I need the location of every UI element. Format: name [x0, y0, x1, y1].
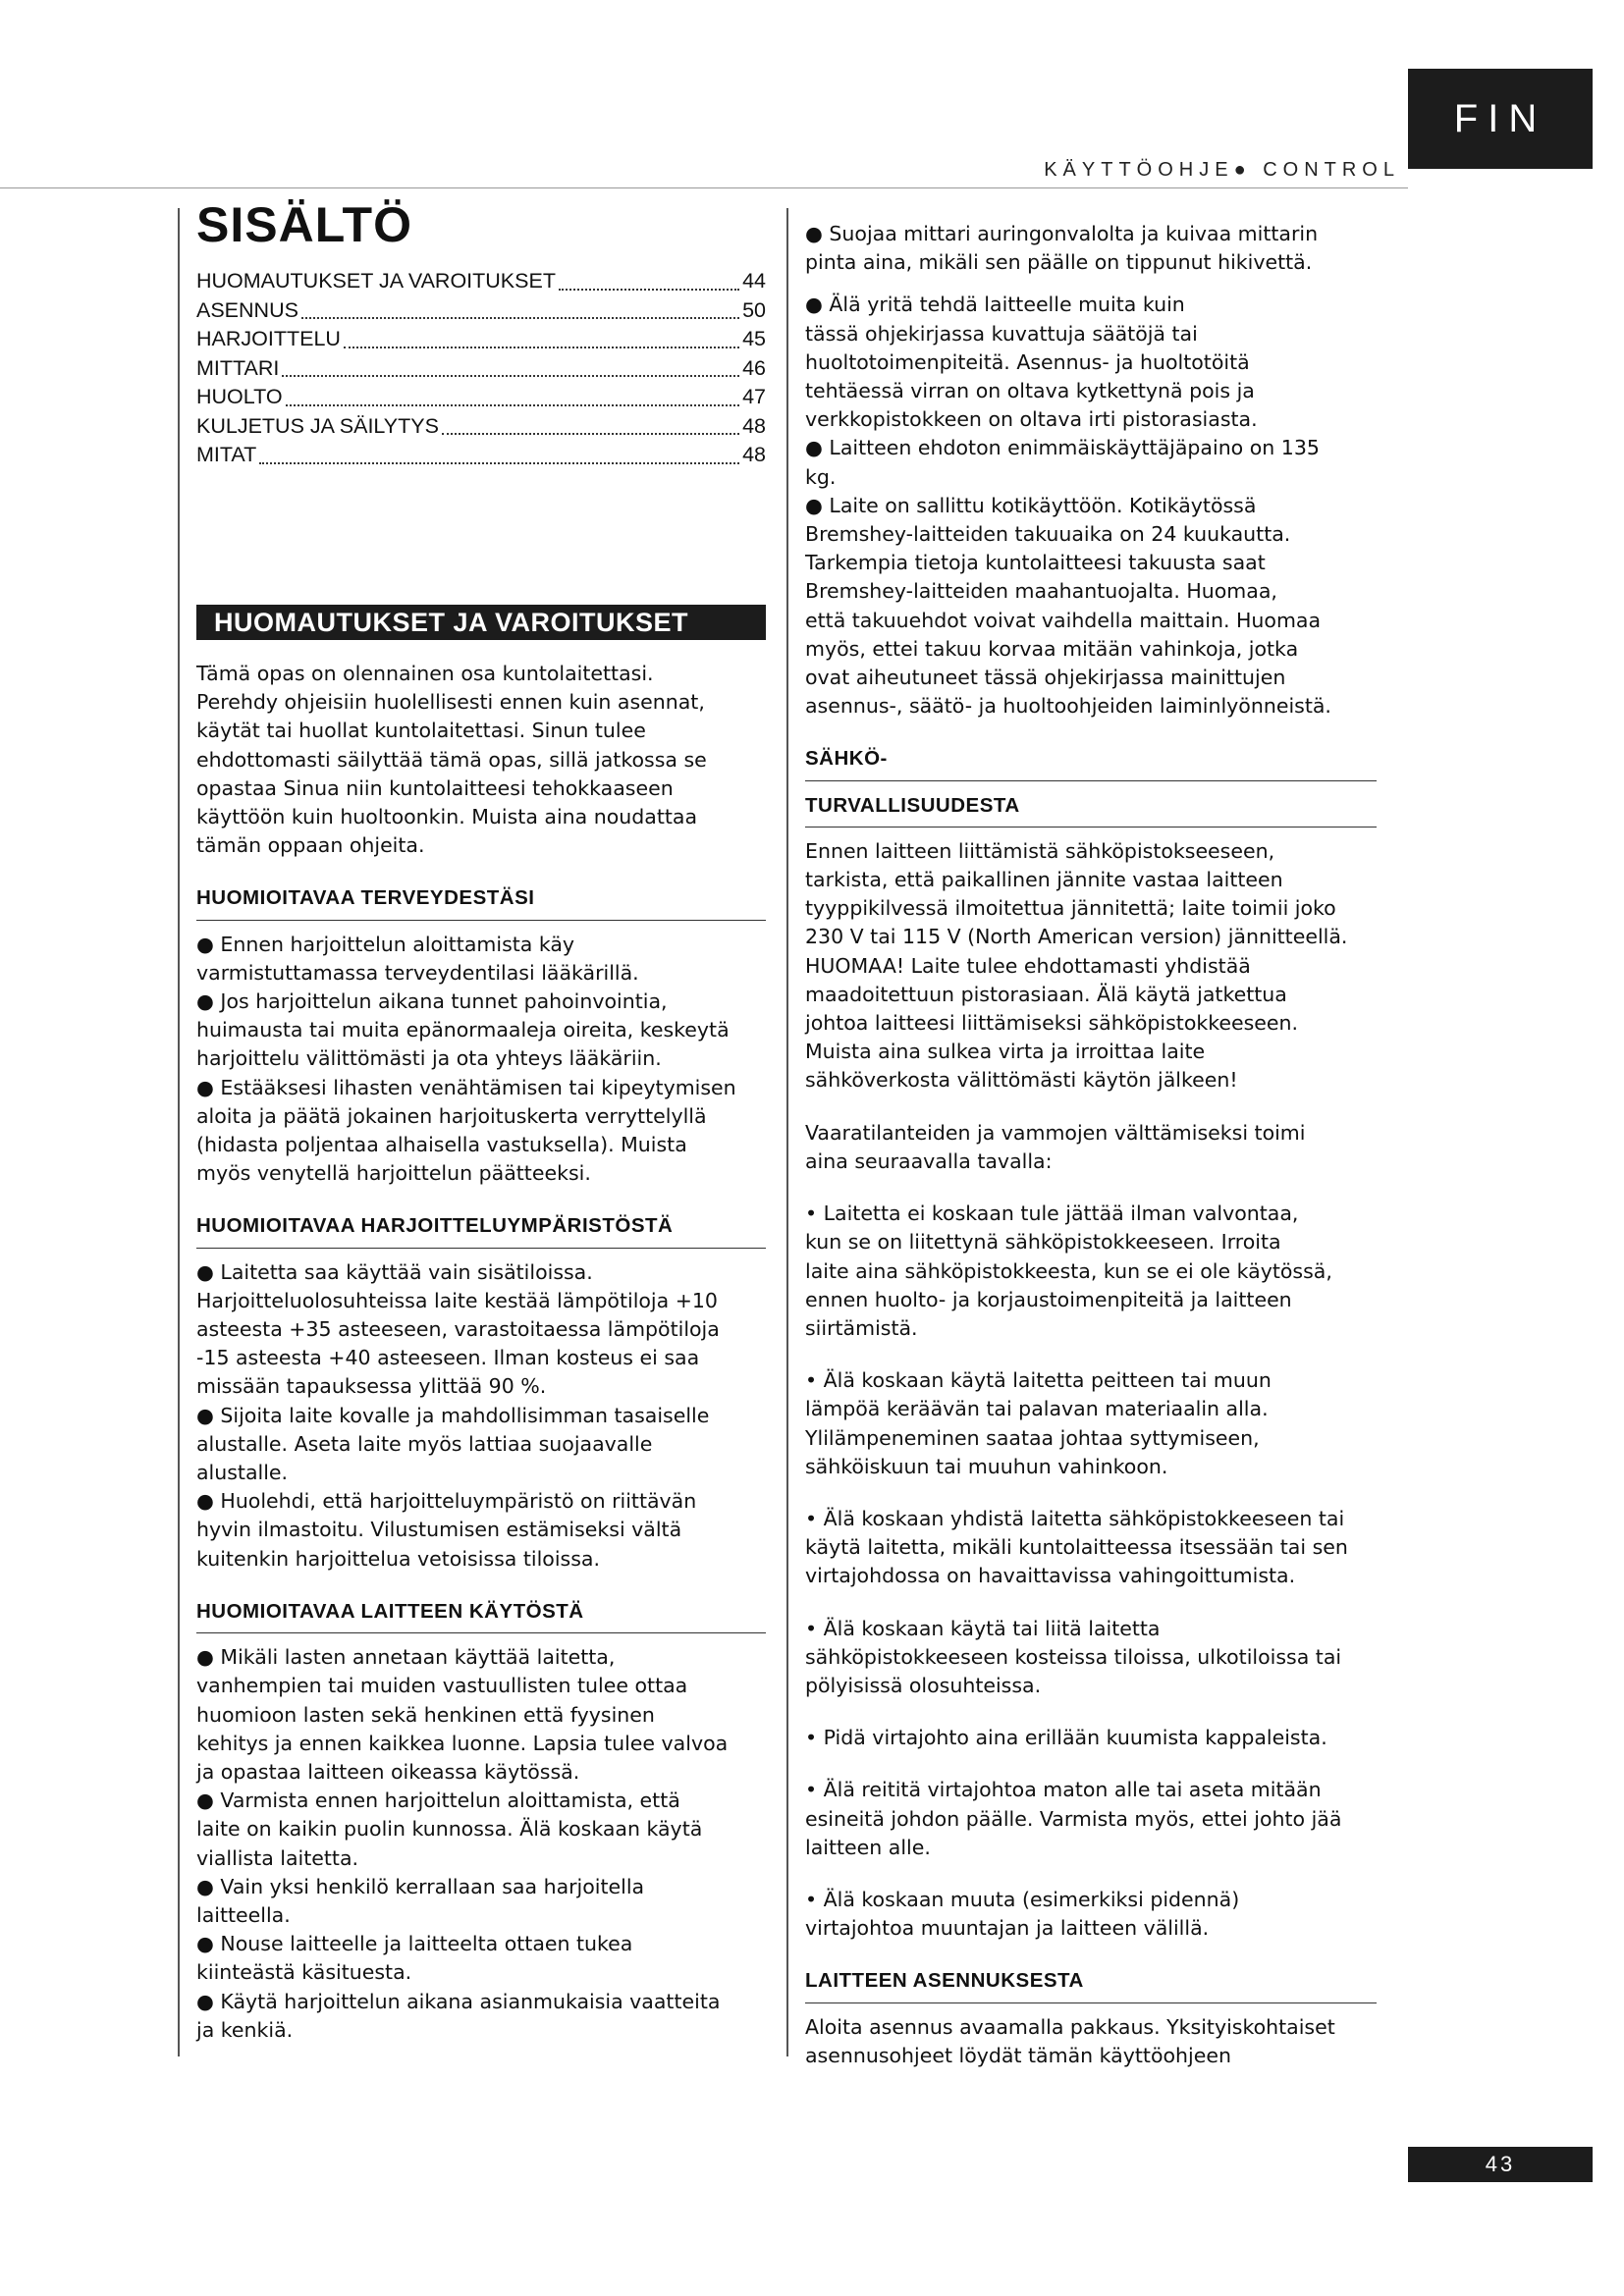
- text-line: maadoitettuun pistorasiaan. Älä käytä jatkettua: [805, 982, 1287, 1006]
- text-line: huomioon lasten sekä henkinen että fyysinen: [196, 1702, 655, 1727]
- text-line: Perehdy ohjeisiin huolellisesti ennen kuin asennat,: [196, 690, 705, 715]
- text-line: varmistuttamassa terveydentilasi lääkärillä.: [196, 960, 639, 985]
- text-line: hyvin ilmastoitu. Vilustumisen estämiseksi vältä: [196, 1518, 682, 1542]
- text-line: harjoittelu välittömästi ja ota yhteys lääkäriin.: [196, 1046, 662, 1071]
- text-line: ehdottomasti säilyttää tämä opas, sillä jatkossa se: [196, 747, 707, 772]
- toc-entry: [196, 296, 766, 326]
- text-line: ● Älä yritä tehdä laitteelle muita kuin: [805, 293, 1185, 317]
- text-line: • Älä koskaan käytä laitetta peitteen tai muun: [805, 1368, 1272, 1393]
- text-line: missään tapauksessa ylittää 90 %.: [196, 1374, 547, 1399]
- text-line: ● Mikäli lasten annetaan käyttää laitetta,: [196, 1645, 616, 1670]
- text-line: ● Laite on sallittu kotikäyttöön. Kotikäytössä: [805, 493, 1257, 517]
- hazard-bullet: [805, 1505, 1377, 1591]
- text-line: pinta aina, mikäli sen päälle on tippunut hikivettä.: [805, 250, 1313, 275]
- toc-entry-label: HUOMAUTUKSET JA VAROITUKSET: [196, 269, 556, 293]
- text-line: vanhempien tai muiden vastuullisten tulee ottaa: [196, 1674, 688, 1698]
- text-line: ● Ennen harjoittelun aloittamista käy: [196, 932, 575, 956]
- text-line: käyttöön kuin huoltoonkin. Muista aina noudattaa: [196, 805, 698, 829]
- text-line: tehtäessä virran on oltava kytkettynä pois ja: [805, 379, 1255, 403]
- text-line: että takuuehdot voivat vaihdella maittain. Huomaa: [805, 608, 1322, 632]
- heading-rule: [196, 1632, 766, 1643]
- text-line: ● Vain yksi henkilö kerrallaan saa harjoitella: [196, 1874, 645, 1898]
- text-line: opastaa Sinua niin kuntolaitteesi tehokkaaseen: [196, 775, 674, 800]
- text-line: ● Sijoita laite kovalle ja mahdollisimman tasaiselle: [196, 1403, 710, 1427]
- text-line: myös venytellä harjoittelun päätteeksi.: [196, 1161, 591, 1186]
- text-line: • Älä reititä virtajohtoa maton alle tai aseta mitään: [805, 1778, 1322, 1802]
- text-line: ● Suojaa mittari auringonvalolta ja kuivaa mittarin: [805, 222, 1319, 245]
- toc-entry-label: MITAT: [196, 443, 257, 466]
- toc-entry-page: 46: [742, 355, 766, 380]
- heading-rule: [805, 2002, 1377, 2013]
- text-line: (hidasta poljentaa alhaisella vastuksella). Muista: [196, 1133, 687, 1157]
- text-line: virtajohtoa muuntajan ja laitteen välillä.: [805, 1916, 1210, 1941]
- page-number: 43: [1408, 2147, 1593, 2182]
- usage-notes: [196, 1643, 766, 2045]
- text-line: Bremshey-laitteiden maahantuojalta. Huomaa,: [805, 579, 1277, 604]
- toc-leader: [344, 347, 739, 348]
- text-line: tyyppikilvessä ilmoitettua jännitettä; laite toimii joko: [805, 896, 1336, 921]
- installation-heading: LAITTEEN ASENNUKSESTA: [805, 1969, 1084, 1993]
- left-margin-bar: [178, 208, 180, 2056]
- toc-entry: [196, 354, 766, 384]
- hazard-bullet: [805, 1366, 1377, 1481]
- running-head: KÄYTTÖOHJE● CONTROL: [1044, 159, 1400, 181]
- text-line: laitteen alle.: [805, 1835, 931, 1859]
- left-column: [196, 660, 766, 2045]
- text-line: Muista aina sulkea virta ja irroittaa laite: [805, 1040, 1206, 1064]
- text-line: käytä laitetta, mikäli kuntolaitteessa itsessään tai sen: [805, 1535, 1348, 1560]
- text-line: pölyisissä olosuhteissa.: [805, 1673, 1042, 1697]
- text-line: Aloita asennus avaamalla pakkaus. Yksityiskohtaiset: [805, 2014, 1335, 2039]
- toc-entry: [196, 325, 766, 354]
- text-line: Harjoitteluolosuhteissa laite kestää lämpötiloja +10: [196, 1288, 718, 1312]
- hazard-intro: [805, 1119, 1377, 1176]
- text-line: ovat aiheutuneet tässä ohjekirjassa mainittujen: [805, 666, 1286, 690]
- toc-entry: [196, 412, 766, 442]
- text-line: Ennen laitteen liittämistä sähköpistokseeseen,: [805, 838, 1275, 863]
- text-line: • Älä koskaan yhdistä laitetta sähköpistokkeeseen tai: [805, 1506, 1345, 1530]
- electrical-paragraph: [805, 837, 1377, 1095]
- electrical-heading-line2: TURVALLISUUDESTA: [805, 793, 1020, 817]
- intro-paragraph: [196, 660, 766, 860]
- text-line: huimausta tai muita epänormaaleja oireita, keskeytä: [196, 1018, 730, 1042]
- text-line: ● Käytä harjoittelun aikana asianmukaisia vaatteita: [196, 1989, 721, 2013]
- toc-entry-label: ASENNUS: [196, 297, 298, 322]
- column-divider-bar: [786, 208, 788, 2056]
- text-line: • Laitetta ei koskaan tule jättää ilman valvontaa,: [805, 1201, 1299, 1226]
- toc-entry-label: HUOLTO: [196, 385, 283, 408]
- hazard-bullet: [805, 1724, 1377, 1752]
- text-line: asennus-, säätö- ja huoltoohjeiden laiminlyönneistä.: [805, 694, 1331, 719]
- environment-heading: HUOMIOITAVAA HARJOITTELUYMPÄRISTÖSTÄ: [196, 1214, 674, 1238]
- text-line: johtoa laitteesi liittämiseksi sähköpistokkeeseen.: [805, 1011, 1299, 1036]
- heading-rule: [805, 780, 1377, 791]
- text-line: huoltotoimenpiteitä. Asennus- ja huoltotöitä: [805, 349, 1250, 374]
- heading-rule: [805, 827, 1377, 837]
- section-banner: HUOMAUTUKSET JA VAROITUKSET: [196, 605, 766, 640]
- text-line: laitteella.: [196, 1902, 291, 1927]
- toc-entry-label: MITTARI: [196, 355, 280, 380]
- text-line: sähköiskuun tai muuhun vahinkoon.: [805, 1454, 1168, 1478]
- installation-paragraph: [805, 2013, 1377, 2070]
- toc-entry-page: 47: [742, 385, 766, 408]
- electrical-heading-line1: SÄHKÖ-: [805, 747, 888, 771]
- text-line: Vaaratilanteiden ja vammojen välttämiseksi toimi: [805, 1120, 1306, 1145]
- hazard-bullet: [805, 1776, 1377, 1862]
- text-line: tämän oppaan ohjeita.: [196, 833, 425, 858]
- toc-entry: [196, 267, 766, 296]
- environment-notes: [196, 1258, 766, 1574]
- toc-entry-page: 48: [742, 413, 766, 438]
- text-line: siirtämistä.: [805, 1315, 918, 1340]
- text-line: verkkopistokkeen on oltava irti pistorasiasta.: [805, 407, 1258, 432]
- maintenance-warranty-notes: [805, 291, 1377, 721]
- text-line: -15 asteesta +40 asteeseen. Ilman kosteus ei saa: [196, 1346, 700, 1370]
- text-line: ● Laitetta saa käyttää vain sisätiloissa.: [196, 1259, 593, 1284]
- text-line: lämpöä keräävän tai palavan materiaalin alla.: [805, 1397, 1269, 1421]
- text-line: • Älä koskaan muuta (esimerkiksi pidennä): [805, 1887, 1240, 1911]
- toc-leader: [259, 462, 739, 464]
- toc-entry-page: 45: [742, 327, 766, 350]
- text-line: ● Nouse laitteelle ja laitteelta ottaen tukea: [196, 1932, 633, 1956]
- heading-rule: [196, 1248, 766, 1258]
- text-line: ● Jos harjoittelun aikana tunnet pahoinvointia,: [196, 989, 668, 1014]
- text-line: ● Varmista ennen harjoittelun aloittamista, että: [196, 1789, 680, 1813]
- text-line: tässä ohjekirjassa kuvattuja säätöjä tai: [805, 321, 1198, 346]
- toc-title: SISÄLTÖ: [196, 197, 412, 252]
- hazard-bullet: [805, 1200, 1377, 1343]
- table-of-contents: [196, 267, 766, 470]
- text-line: kehitys ja ennen kaikkea luonne. Lapsia tulee valvoa: [196, 1731, 729, 1755]
- toc-entry-page: 48: [742, 443, 766, 466]
- text-line: ennen huolto- ja korjaustoimenpiteitä ja laitteen: [805, 1287, 1292, 1311]
- text-line: Tarkempia tietoja kuntolaitteesi takuusta saat: [805, 551, 1266, 575]
- text-line: viallista laitetta.: [196, 1845, 359, 1870]
- text-line: ● Estääksesi lihasten venähtämisen tai kipeytymisen: [196, 1075, 736, 1099]
- heading-rule: [196, 920, 766, 931]
- text-line: esineitä johdon päälle. Varmista myös, ettei johto jää: [805, 1806, 1342, 1831]
- text-line: sähköpistokkeeseen kosteissa tiloissa, ulkotiloissa tai: [805, 1644, 1342, 1669]
- text-line: aina seuraavalla tavalla:: [805, 1148, 1053, 1173]
- text-line: HUOMAA! Laite tulee ehdottamasti yhdistää: [805, 953, 1251, 978]
- usage-heading: HUOMIOITAVAA LAITTEEN KÄYTÖSTÄ: [196, 1599, 584, 1623]
- text-line: 230 V tai 115 V (North American version) jännitteellä.: [805, 925, 1348, 949]
- text-line: Tämä opas on olennainen osa kuntolaitettasi.: [196, 662, 654, 685]
- toc-entry-page: 50: [742, 297, 766, 322]
- text-line: ● Laitteen ehdoton enimmäiskäyttäjäpaino on 135: [805, 436, 1320, 460]
- toc-leader: [559, 289, 739, 291]
- toc-entry-page: 44: [742, 269, 766, 293]
- text-line: alustalle. Aseta laite myös lattiaa suojaavalle: [196, 1431, 653, 1456]
- health-heading: HUOMIOITAVAA TERVEYDESTÄSI: [196, 886, 535, 910]
- text-line: • Pidä virtajohto aina erillään kuumista kappaleista.: [805, 1726, 1327, 1750]
- toc-entry-label: KULJETUS JA SÄILYTYS: [196, 413, 439, 438]
- hazard-bullet: [805, 1615, 1377, 1701]
- hazard-bullet: [805, 1886, 1377, 1943]
- toc-entry-label: HARJOITTELU: [196, 327, 341, 350]
- text-line: Ylilämpeneminen saataa johtaa syttymiseen,: [805, 1425, 1260, 1450]
- text-line: laite on kaikin puolin kunnossa. Älä koskaan käytä: [196, 1817, 703, 1842]
- text-line: kg.: [805, 464, 837, 489]
- language-tab: FIN: [1408, 69, 1593, 169]
- toc-entry: [196, 383, 766, 412]
- text-line: virtajohdossa on havaittavissa vahingoittumista.: [805, 1564, 1296, 1588]
- text-line: myös, ettei takuu korvaa mitään vahinkoja, jotka: [805, 636, 1299, 661]
- right-column: [805, 220, 1377, 2070]
- text-line: kuitenkin harjoittelua vetoisissa tiloissa.: [196, 1546, 600, 1571]
- text-line: ● Huolehdi, että harjoitteluympäristö on riittävän: [196, 1489, 697, 1514]
- toc-leader: [286, 404, 739, 406]
- text-line: laite aina sähköpistokkeesta, kun se ei ole käytössä,: [805, 1258, 1332, 1283]
- text-line: asteesta +35 asteeseen, varastoitaessa lämpötiloja: [196, 1317, 720, 1342]
- text-line: Bremshey-laitteiden takuuaika on 24 kuukautta.: [805, 522, 1291, 547]
- text-line: kun se on liitettynä sähköpistokkeeseen. Irroita: [805, 1230, 1281, 1255]
- toc-leader: [442, 433, 739, 435]
- text-line: ja opastaa laitteen oikeassa käytössä.: [196, 1759, 580, 1784]
- text-line: käytät tai huollat kuntolaitettasi. Sinun tulee: [196, 719, 646, 743]
- header-rule: [0, 187, 1408, 188]
- text-line: asennusohjeet löydät tämän käyttöohjeen: [805, 2043, 1231, 2067]
- toc-leader: [301, 317, 739, 319]
- text-line: aloita ja päätä jokainen harjoituskerta verryttelyllä: [196, 1103, 707, 1128]
- text-line: alustalle.: [196, 1461, 289, 1485]
- text-line: • Älä koskaan käytä tai liitä laitetta: [805, 1616, 1161, 1640]
- toc-leader: [282, 375, 739, 377]
- text-line: tarkista, että paikallinen jännite vastaa laitteen: [805, 868, 1283, 892]
- text-line: kiinteästä käsituesta.: [196, 1960, 412, 1985]
- text-line: ja kenkiä.: [196, 2017, 294, 2042]
- health-notes: [196, 931, 766, 1189]
- meter-note: [805, 220, 1377, 277]
- text-line: sähköverkosta välittömästi käytön jälkeen!: [805, 1068, 1238, 1093]
- toc-entry: [196, 441, 766, 470]
